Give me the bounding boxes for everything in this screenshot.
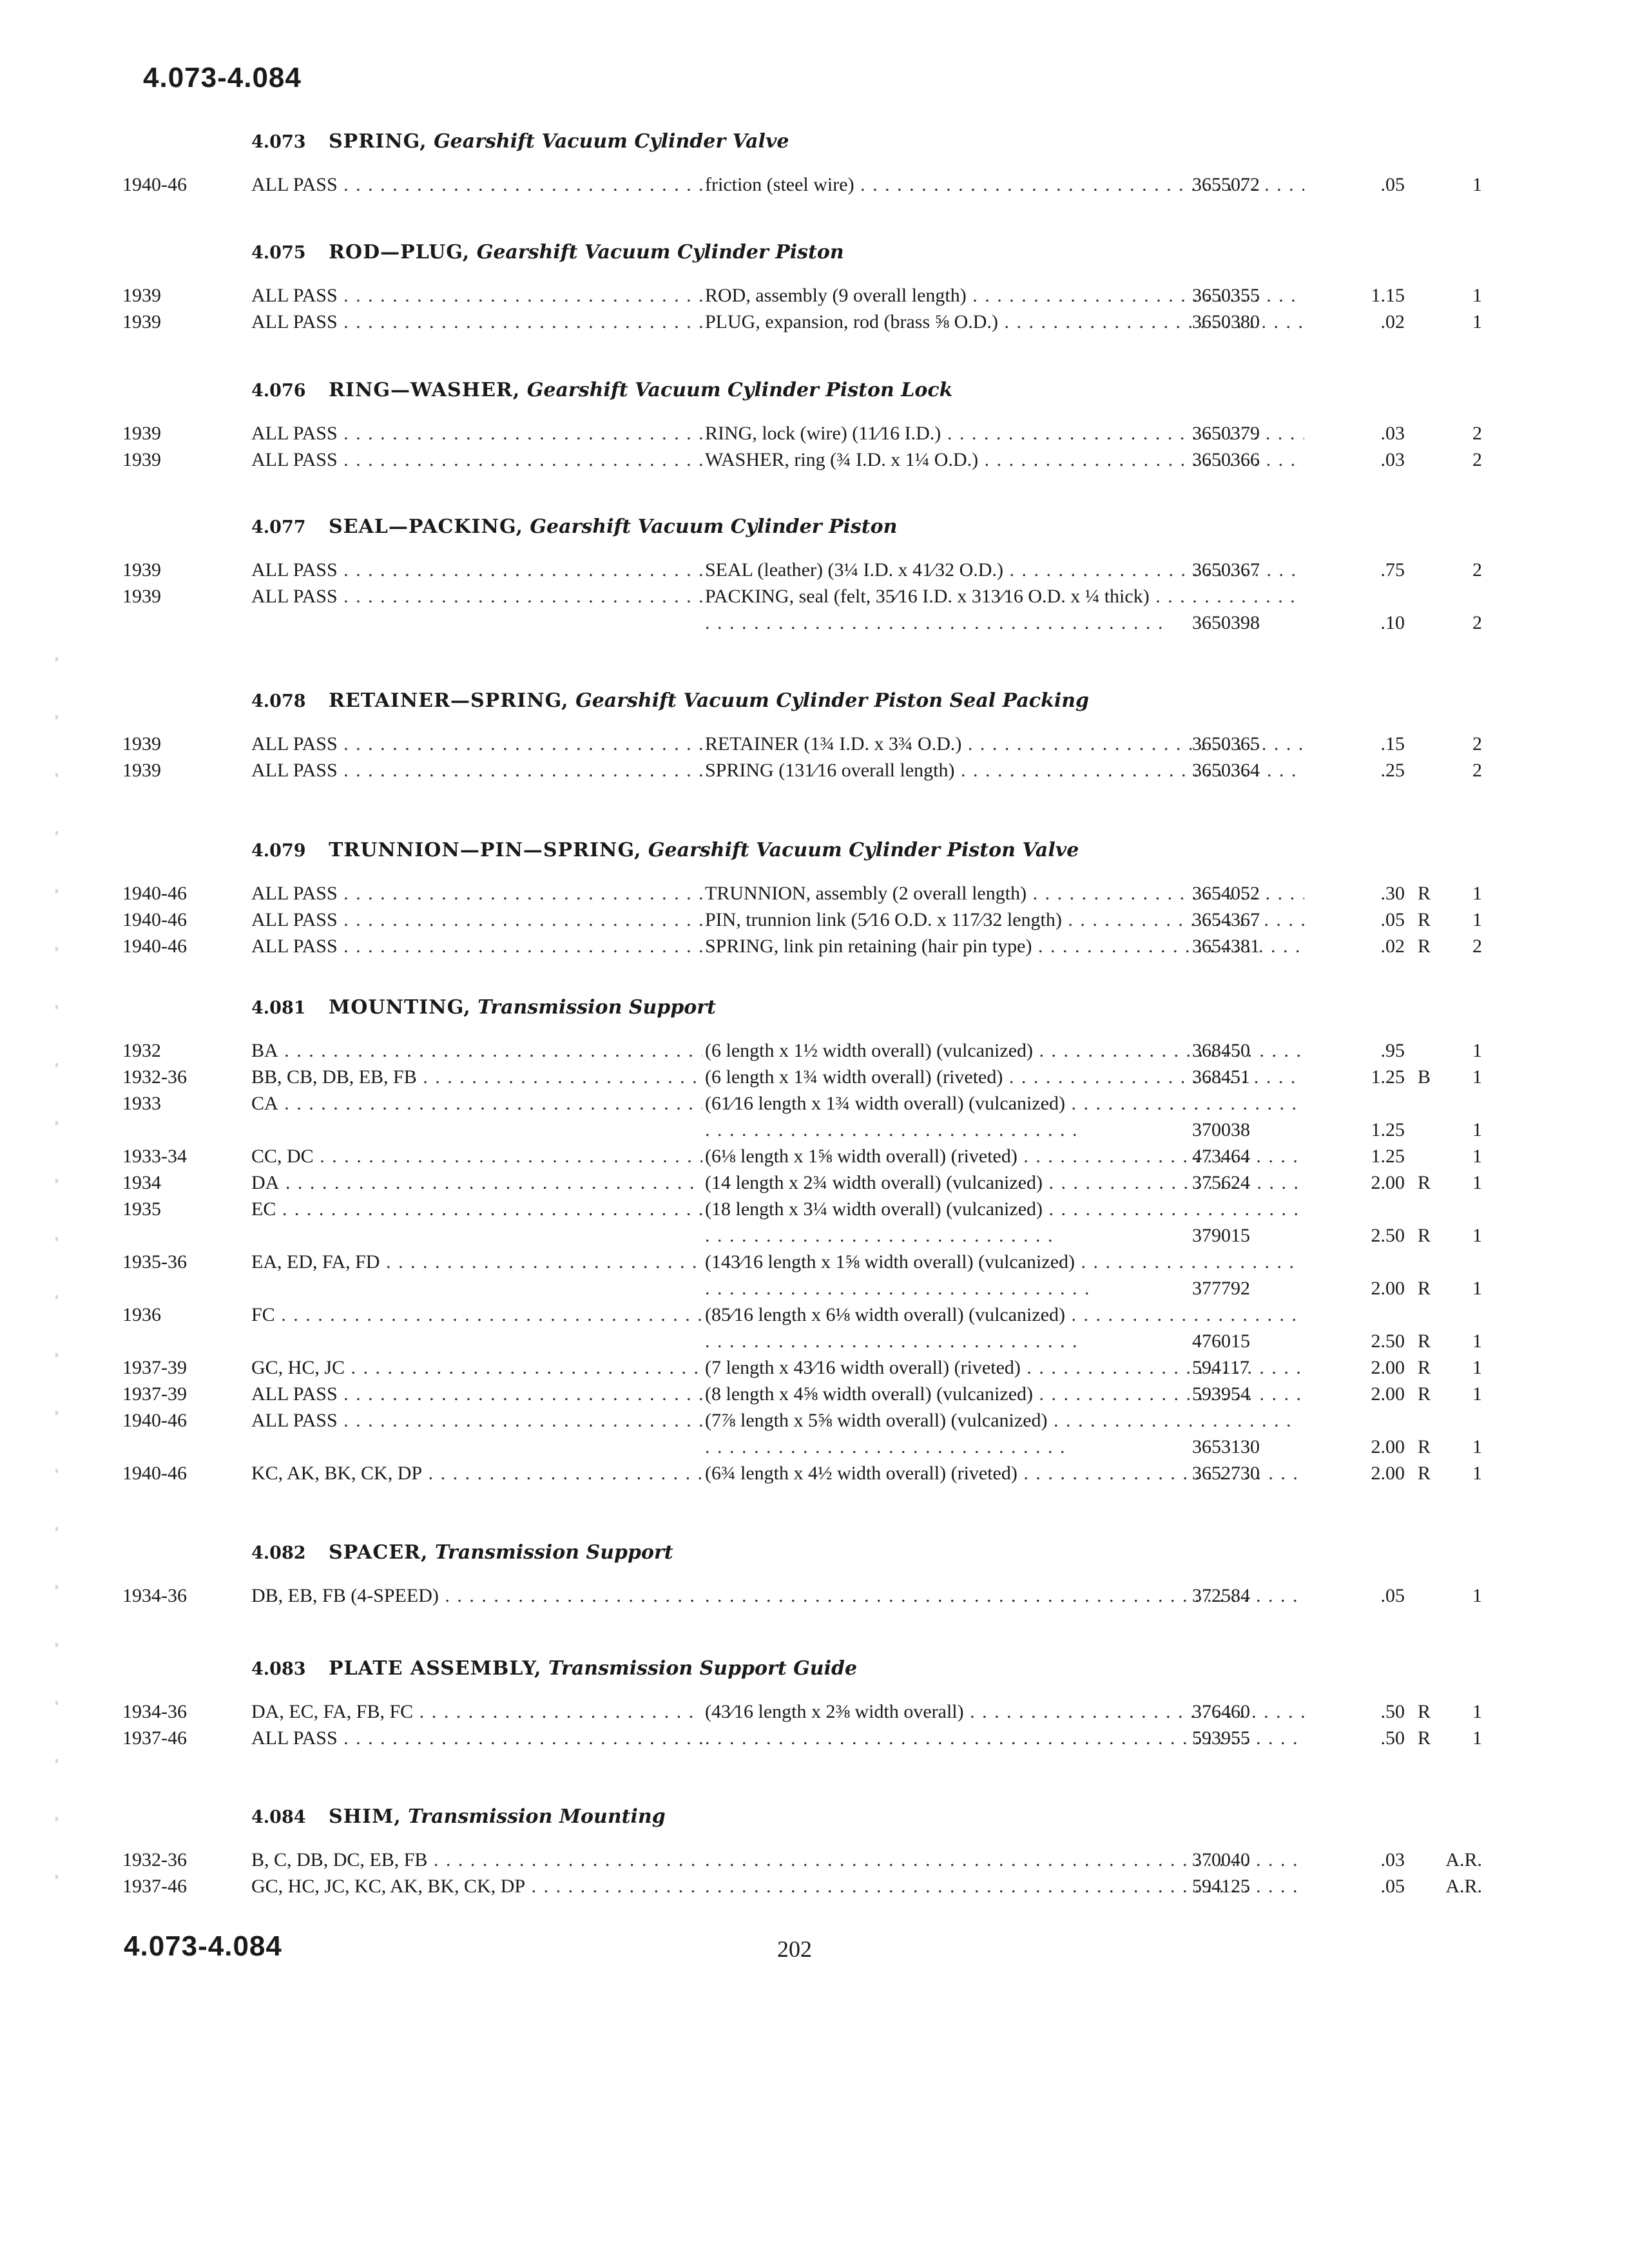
list-price: .05 bbox=[1380, 909, 1405, 930]
list-price: 2.00 bbox=[1371, 1436, 1405, 1457]
model-list: CA . . . bbox=[251, 1090, 786, 1117]
list-price: 2.50 bbox=[1371, 1331, 1405, 1352]
part-description: (61⁄16 length x 1¾ width overall) (vulcanized) . . . bbox=[702, 1090, 1304, 1143]
quantity: A.R. bbox=[1445, 1876, 1482, 1897]
section-title bbox=[251, 688, 1482, 714]
model-year: 1933 bbox=[122, 1093, 161, 1114]
price-code: R bbox=[1417, 909, 1431, 930]
quantity: 2 bbox=[1472, 760, 1482, 781]
quantity: 1 bbox=[1472, 1585, 1482, 1606]
part-description: (6 length x 1½ width overall) (vulcanized) . . . bbox=[702, 1037, 1304, 1064]
quantity: 1 bbox=[1472, 1225, 1482, 1246]
price-code: R bbox=[1417, 936, 1431, 957]
part-row bbox=[122, 757, 1482, 783]
quantity: 1 bbox=[1472, 1278, 1482, 1299]
part-description: SEAL (leather) (3¼ I.D. x 41⁄32 O.D.) . . . bbox=[702, 557, 1304, 583]
part-number: 3654052 bbox=[1192, 883, 1260, 904]
model-year: 1939 bbox=[122, 311, 161, 332]
price-code: B bbox=[1417, 1066, 1431, 1088]
model-list: GC, HC, JC . . . bbox=[251, 1354, 786, 1381]
part-description: (6⅛ length x 1⅝ width overall) (riveted) . . . bbox=[702, 1143, 1304, 1169]
list-price: 2.00 bbox=[1371, 1383, 1405, 1405]
part-number: 370038 bbox=[1192, 1119, 1250, 1140]
model-year: 1932-36 bbox=[122, 1849, 187, 1870]
model-year: 1937-39 bbox=[122, 1357, 187, 1378]
part-description: WASHER, ring (¾ I.D. x 1¼ O.D.) . . . bbox=[702, 447, 1304, 473]
model-list: GC, HC, JC, KC, AK, BK, CK, DP . . . bbox=[251, 1873, 786, 1899]
model-list: ALL PASS . . . bbox=[251, 309, 786, 335]
quantity: 2 bbox=[1472, 423, 1482, 444]
model-list: ALL PASS . . . bbox=[251, 447, 786, 473]
model-list: B, C, DB, DC, EB, FB . . . bbox=[251, 1847, 786, 1873]
page-number: 202 bbox=[777, 1936, 812, 1962]
part-number: 377792 bbox=[1192, 1278, 1250, 1299]
part-number: 476015 bbox=[1192, 1331, 1250, 1352]
section-4-073 bbox=[122, 129, 1482, 198]
quantity: 1 bbox=[1472, 1383, 1482, 1405]
part-number: 473464 bbox=[1192, 1146, 1250, 1167]
section-name: SEAL—PACKING, bbox=[329, 515, 523, 538]
header-code-range: 4.073-4.084 bbox=[143, 62, 302, 93]
part-row bbox=[122, 447, 1482, 473]
list-price: .30 bbox=[1380, 883, 1405, 904]
part-row bbox=[122, 1249, 1482, 1302]
section-subtitle: Gearshift Vacuum Cylinder Valve bbox=[434, 130, 789, 153]
part-description: (18 length x 3¼ width overall) (vulcanized) . . . bbox=[702, 1196, 1304, 1249]
section-subtitle: Gearshift Vacuum Cylinder Piston Valve bbox=[648, 839, 1079, 861]
quantity: 1 bbox=[1472, 285, 1482, 306]
section-4-077 bbox=[122, 514, 1482, 636]
part-row bbox=[122, 282, 1482, 309]
price-code: R bbox=[1417, 1357, 1431, 1378]
model-year: 1939 bbox=[122, 586, 161, 607]
model-list: KC, AK, BK, CK, DP . . . bbox=[251, 1460, 786, 1486]
model-year: 1935-36 bbox=[122, 1251, 187, 1273]
list-price: .50 bbox=[1380, 1727, 1405, 1749]
section-name: PLATE ASSEMBLY, bbox=[329, 1657, 542, 1680]
part-row bbox=[122, 1196, 1482, 1249]
section-subtitle: Gearshift Vacuum Cylinder Piston bbox=[530, 515, 898, 538]
model-year: 1933-34 bbox=[122, 1146, 187, 1167]
quantity: 2 bbox=[1472, 449, 1482, 470]
part-row bbox=[122, 1381, 1482, 1407]
part-number: 3650398 bbox=[1192, 612, 1260, 633]
model-list: EC . . . bbox=[251, 1196, 786, 1222]
model-list: CC, DC . . . bbox=[251, 1143, 786, 1169]
model-year: 1939 bbox=[122, 559, 161, 581]
list-price: .05 bbox=[1380, 1876, 1405, 1897]
list-price: .50 bbox=[1380, 1701, 1405, 1722]
list-price: .10 bbox=[1380, 612, 1405, 633]
list-price: 1.25 bbox=[1371, 1119, 1405, 1140]
model-list: DA, EC, FA, FB, FC . . . bbox=[251, 1698, 786, 1725]
part-row bbox=[122, 1090, 1482, 1143]
model-year: 1937-39 bbox=[122, 1383, 187, 1405]
model-list: BB, CB, DB, EB, FB . . . bbox=[251, 1064, 786, 1090]
part-description: PIN, trunnion link (5⁄16 O.D. x 117⁄32 length) . . . bbox=[702, 907, 1304, 933]
section-4-076 bbox=[122, 378, 1482, 473]
part-number: 370040 bbox=[1192, 1849, 1250, 1870]
model-year: 1937-46 bbox=[122, 1876, 187, 1897]
part-number: 3654367 bbox=[1192, 909, 1260, 930]
model-list: EA, ED, FA, FD . . . bbox=[251, 1249, 786, 1275]
model-year: 1940-46 bbox=[122, 174, 187, 195]
footer-code-range: 4.073-4.084 bbox=[124, 1930, 282, 1962]
section-name: TRUNNION—PIN—SPRING, bbox=[329, 839, 642, 861]
price-code: R bbox=[1417, 1225, 1431, 1246]
part-row bbox=[122, 557, 1482, 583]
quantity: 1 bbox=[1472, 1727, 1482, 1749]
model-year: 1936 bbox=[122, 1304, 161, 1325]
price-code: R bbox=[1417, 883, 1431, 904]
part-description: (43⁄16 length x 2⅜ width overall) . . . bbox=[702, 1698, 1304, 1725]
section-name: ROD—PLUG, bbox=[329, 241, 470, 264]
section-4-083 bbox=[122, 1656, 1482, 1751]
part-number: 368450 bbox=[1192, 1040, 1250, 1061]
model-list: ALL PASS . . . bbox=[251, 1381, 786, 1407]
model-list: FC . . . bbox=[251, 1302, 786, 1328]
section-name: RING—WASHER, bbox=[329, 379, 521, 401]
model-list: ALL PASS . . . bbox=[251, 1407, 786, 1434]
list-price: .15 bbox=[1380, 733, 1405, 754]
part-row bbox=[122, 880, 1482, 907]
list-price: 2.50 bbox=[1371, 1225, 1405, 1246]
price-code: R bbox=[1417, 1278, 1431, 1299]
model-list: ALL PASS . . . bbox=[251, 282, 786, 309]
section-subtitle: Transmission Mounting bbox=[408, 1805, 666, 1828]
price-code: R bbox=[1417, 1463, 1431, 1484]
part-row bbox=[122, 1460, 1482, 1486]
section-subtitle: Gearshift Vacuum Cylinder Piston Lock bbox=[526, 379, 953, 401]
model-list: DB, EB, FB (4-SPEED) . . . bbox=[251, 1582, 786, 1609]
part-number: 593954 bbox=[1192, 1383, 1250, 1405]
part-description: (6¾ length x 4½ width overall) (riveted) . . . bbox=[702, 1460, 1304, 1486]
section-subtitle: Transmission Support bbox=[434, 1541, 673, 1564]
model-year: 1939 bbox=[122, 423, 161, 444]
quantity: 1 bbox=[1472, 174, 1482, 195]
part-row bbox=[122, 1725, 1482, 1751]
part-description: (7⅞ length x 5⅝ width overall) (vulcanized) . . . bbox=[702, 1407, 1304, 1460]
list-price: 2.00 bbox=[1371, 1172, 1405, 1193]
part-description: RETAINER (1¾ I.D. x 3¾ O.D.) . . . bbox=[702, 731, 1304, 757]
section-title bbox=[251, 838, 1482, 863]
model-list: DA . . . bbox=[251, 1169, 786, 1196]
section-code: 4.076 bbox=[251, 381, 306, 401]
part-description: PLUG, expansion, rod (brass ⅝ O.D.) . . . bbox=[702, 309, 1304, 335]
list-price: 1.25 bbox=[1371, 1146, 1405, 1167]
model-list: ALL PASS . . . bbox=[251, 171, 786, 198]
section-4-075 bbox=[122, 240, 1482, 335]
part-row bbox=[122, 1037, 1482, 1064]
model-year: 1940-46 bbox=[122, 909, 187, 930]
section-name: SHIM, bbox=[329, 1805, 401, 1828]
price-code: R bbox=[1417, 1383, 1431, 1405]
list-price: 2.00 bbox=[1371, 1357, 1405, 1378]
list-price: .02 bbox=[1380, 936, 1405, 957]
section-code: 4.075 bbox=[251, 243, 306, 263]
list-price: .03 bbox=[1380, 1849, 1405, 1870]
section-4-079 bbox=[122, 838, 1482, 959]
quantity: 1 bbox=[1472, 1463, 1482, 1484]
part-number: 368451 bbox=[1192, 1066, 1250, 1088]
part-number: 375624 bbox=[1192, 1172, 1250, 1193]
model-year: 1934 bbox=[122, 1172, 161, 1193]
part-number: 3650365 bbox=[1192, 733, 1260, 754]
quantity: 1 bbox=[1472, 311, 1482, 332]
model-list: ALL PASS . . . bbox=[251, 757, 786, 783]
part-row bbox=[122, 1407, 1482, 1460]
section-code: 4.081 bbox=[251, 998, 306, 1018]
section-title bbox=[251, 995, 1482, 1021]
part-description: (14 length x 2¾ width overall) (vulcanized) . . . bbox=[702, 1169, 1304, 1196]
model-year: 1935 bbox=[122, 1198, 161, 1220]
quantity: 1 bbox=[1472, 1146, 1482, 1167]
section-subtitle: Transmission Support Guide bbox=[548, 1657, 858, 1680]
part-description: friction (steel wire) . . . bbox=[702, 171, 1304, 198]
model-list: ALL PASS . . . bbox=[251, 880, 786, 907]
part-number: 594125 bbox=[1192, 1876, 1250, 1897]
part-row bbox=[122, 420, 1482, 447]
quantity: 1 bbox=[1472, 1172, 1482, 1193]
model-year: 1940-46 bbox=[122, 1410, 187, 1431]
quantity: 2 bbox=[1472, 936, 1482, 957]
part-number: 379015 bbox=[1192, 1225, 1250, 1246]
section-title bbox=[251, 1540, 1482, 1566]
quantity: 1 bbox=[1472, 1331, 1482, 1352]
part-number: 3653130 bbox=[1192, 1436, 1260, 1457]
model-year: 1939 bbox=[122, 733, 161, 754]
part-row bbox=[122, 1169, 1482, 1196]
quantity: 1 bbox=[1472, 1066, 1482, 1088]
part-row bbox=[122, 933, 1482, 959]
section-4-081 bbox=[122, 995, 1482, 1486]
section-4-084 bbox=[122, 1804, 1482, 1899]
section-code: 4.073 bbox=[251, 132, 306, 152]
list-price: .05 bbox=[1380, 174, 1405, 195]
model-year: 1939 bbox=[122, 449, 161, 470]
part-row bbox=[122, 1302, 1482, 1354]
quantity: 1 bbox=[1472, 909, 1482, 930]
part-number: 3650380 bbox=[1192, 311, 1260, 332]
quantity: 1 bbox=[1472, 1436, 1482, 1457]
section-code: 4.082 bbox=[251, 1543, 306, 1563]
section-code: 4.084 bbox=[251, 1807, 306, 1827]
list-price: .03 bbox=[1380, 423, 1405, 444]
model-year: 1932-36 bbox=[122, 1066, 187, 1088]
price-code: R bbox=[1417, 1436, 1431, 1457]
list-price: .75 bbox=[1380, 559, 1405, 581]
part-row bbox=[122, 1873, 1482, 1899]
list-price: .03 bbox=[1380, 449, 1405, 470]
section-title bbox=[251, 378, 1482, 403]
model-year: 1939 bbox=[122, 760, 161, 781]
list-price: 2.00 bbox=[1371, 1463, 1405, 1484]
part-row bbox=[122, 1064, 1482, 1090]
model-year: 1937-46 bbox=[122, 1727, 187, 1749]
section-code: 4.077 bbox=[251, 517, 306, 537]
quantity: 1 bbox=[1472, 1119, 1482, 1140]
part-number: 594117 bbox=[1192, 1357, 1249, 1378]
section-name: MOUNTING, bbox=[329, 996, 471, 1019]
model-list: ALL PASS . . . bbox=[251, 583, 786, 610]
section-code: 4.079 bbox=[251, 841, 306, 861]
list-price: .02 bbox=[1380, 311, 1405, 332]
part-number: 3650366 bbox=[1192, 449, 1260, 470]
section-code: 4.083 bbox=[251, 1659, 306, 1679]
part-row bbox=[122, 1847, 1482, 1873]
model-year: 1940-46 bbox=[122, 883, 187, 904]
part-row bbox=[122, 907, 1482, 933]
part-description: PACKING, seal (felt, 35⁄16 I.D. x 313⁄16 O.D. x ¼ thick) . . . bbox=[702, 583, 1304, 636]
part-description: (6 length x 1¾ width overall) (riveted) . . . bbox=[702, 1064, 1304, 1090]
part-number: 3650364 bbox=[1192, 760, 1260, 781]
part-description: (143⁄16 length x 1⅝ width overall) (vulcanized) . . . bbox=[702, 1249, 1304, 1302]
part-number: 3654381 bbox=[1192, 936, 1260, 957]
list-price: 1.25 bbox=[1371, 1066, 1405, 1088]
section-code: 4.078 bbox=[251, 691, 306, 711]
section-name: SPRING, bbox=[329, 130, 427, 153]
quantity: 1 bbox=[1472, 883, 1482, 904]
part-description: SPRING (131⁄16 overall length) . . . bbox=[702, 757, 1304, 783]
part-row bbox=[122, 1582, 1482, 1609]
list-price: 2.00 bbox=[1371, 1278, 1405, 1299]
part-description: (85⁄16 length x 6⅛ width overall) (vulcanized) . . . bbox=[702, 1302, 1304, 1354]
list-price: .05 bbox=[1380, 1585, 1405, 1606]
part-number: 3650367 bbox=[1192, 559, 1260, 581]
model-year: 1934-36 bbox=[122, 1701, 187, 1722]
list-price: .25 bbox=[1380, 760, 1405, 781]
section-title bbox=[251, 240, 1482, 265]
quantity: 1 bbox=[1472, 1357, 1482, 1378]
part-row bbox=[122, 309, 1482, 335]
part-number: 372584 bbox=[1192, 1585, 1250, 1606]
scan-margin-marks bbox=[55, 657, 58, 1881]
part-description: (8 length x 4⅝ width overall) (vulcanized) . . . bbox=[702, 1381, 1304, 1407]
model-year: 1940-46 bbox=[122, 1463, 187, 1484]
part-number: 3650355 bbox=[1192, 285, 1260, 306]
part-row bbox=[122, 1143, 1482, 1169]
model-year: 1940-46 bbox=[122, 936, 187, 957]
section-name: SPACER, bbox=[329, 1541, 429, 1564]
section-title bbox=[251, 129, 1482, 155]
model-year: 1934-36 bbox=[122, 1585, 187, 1606]
quantity: A.R. bbox=[1445, 1849, 1482, 1870]
part-row bbox=[122, 731, 1482, 757]
list-price: .95 bbox=[1380, 1040, 1405, 1061]
model-list: ALL PASS . . . bbox=[251, 731, 786, 757]
section-name: RETAINER—SPRING, bbox=[329, 689, 569, 712]
price-code: R bbox=[1417, 1727, 1431, 1749]
quantity: 2 bbox=[1472, 612, 1482, 633]
part-number: 593955 bbox=[1192, 1727, 1250, 1749]
part-description: TRUNNION, assembly (2 overall length) . . . bbox=[702, 880, 1304, 907]
quantity: 1 bbox=[1472, 1040, 1482, 1061]
part-row bbox=[122, 1354, 1482, 1381]
section-4-082 bbox=[122, 1540, 1482, 1609]
model-list: ALL PASS . . . bbox=[251, 907, 786, 933]
section-title bbox=[251, 514, 1482, 540]
section-subtitle: Gearshift Vacuum Cylinder Piston bbox=[476, 241, 844, 264]
part-number: 3652730 bbox=[1192, 1463, 1260, 1484]
part-row bbox=[122, 171, 1482, 198]
part-description: SPRING, link pin retaining (hair pin type) . . . bbox=[702, 933, 1304, 959]
part-row bbox=[122, 583, 1482, 636]
price-code: R bbox=[1417, 1331, 1431, 1352]
part-number: 3650379 bbox=[1192, 423, 1260, 444]
section-title bbox=[251, 1656, 1482, 1682]
part-row bbox=[122, 1698, 1482, 1725]
model-year: 1932 bbox=[122, 1040, 161, 1061]
section-4-078 bbox=[122, 688, 1482, 783]
quantity: 1 bbox=[1472, 1701, 1482, 1722]
list-price: 1.15 bbox=[1371, 285, 1405, 306]
model-list: ALL PASS . . . bbox=[251, 933, 786, 959]
quantity: 2 bbox=[1472, 733, 1482, 754]
model-list: ALL PASS . . . bbox=[251, 557, 786, 583]
part-description: ROD, assembly (9 overall length) . . . bbox=[702, 282, 1304, 309]
price-code: R bbox=[1417, 1172, 1431, 1193]
section-subtitle: Gearshift Vacuum Cylinder Piston Seal Packing bbox=[575, 689, 1090, 712]
section-title bbox=[251, 1804, 1482, 1830]
part-description: RING, lock (wire) (11⁄16 I.D.) . . . bbox=[702, 420, 1304, 447]
model-list: ALL PASS . . . bbox=[251, 420, 786, 447]
part-number: 376460 bbox=[1192, 1701, 1250, 1722]
model-list: ALL PASS . . . bbox=[251, 1725, 786, 1751]
model-list: BA . . . bbox=[251, 1037, 786, 1064]
model-year: 1939 bbox=[122, 285, 161, 306]
quantity: 2 bbox=[1472, 559, 1482, 581]
part-description: (7 length x 43⁄16 width overall) (riveted) . . . bbox=[702, 1354, 1304, 1381]
part-number: 3655072 bbox=[1192, 174, 1260, 195]
price-code: R bbox=[1417, 1701, 1431, 1722]
section-subtitle: Transmission Support bbox=[477, 996, 716, 1019]
